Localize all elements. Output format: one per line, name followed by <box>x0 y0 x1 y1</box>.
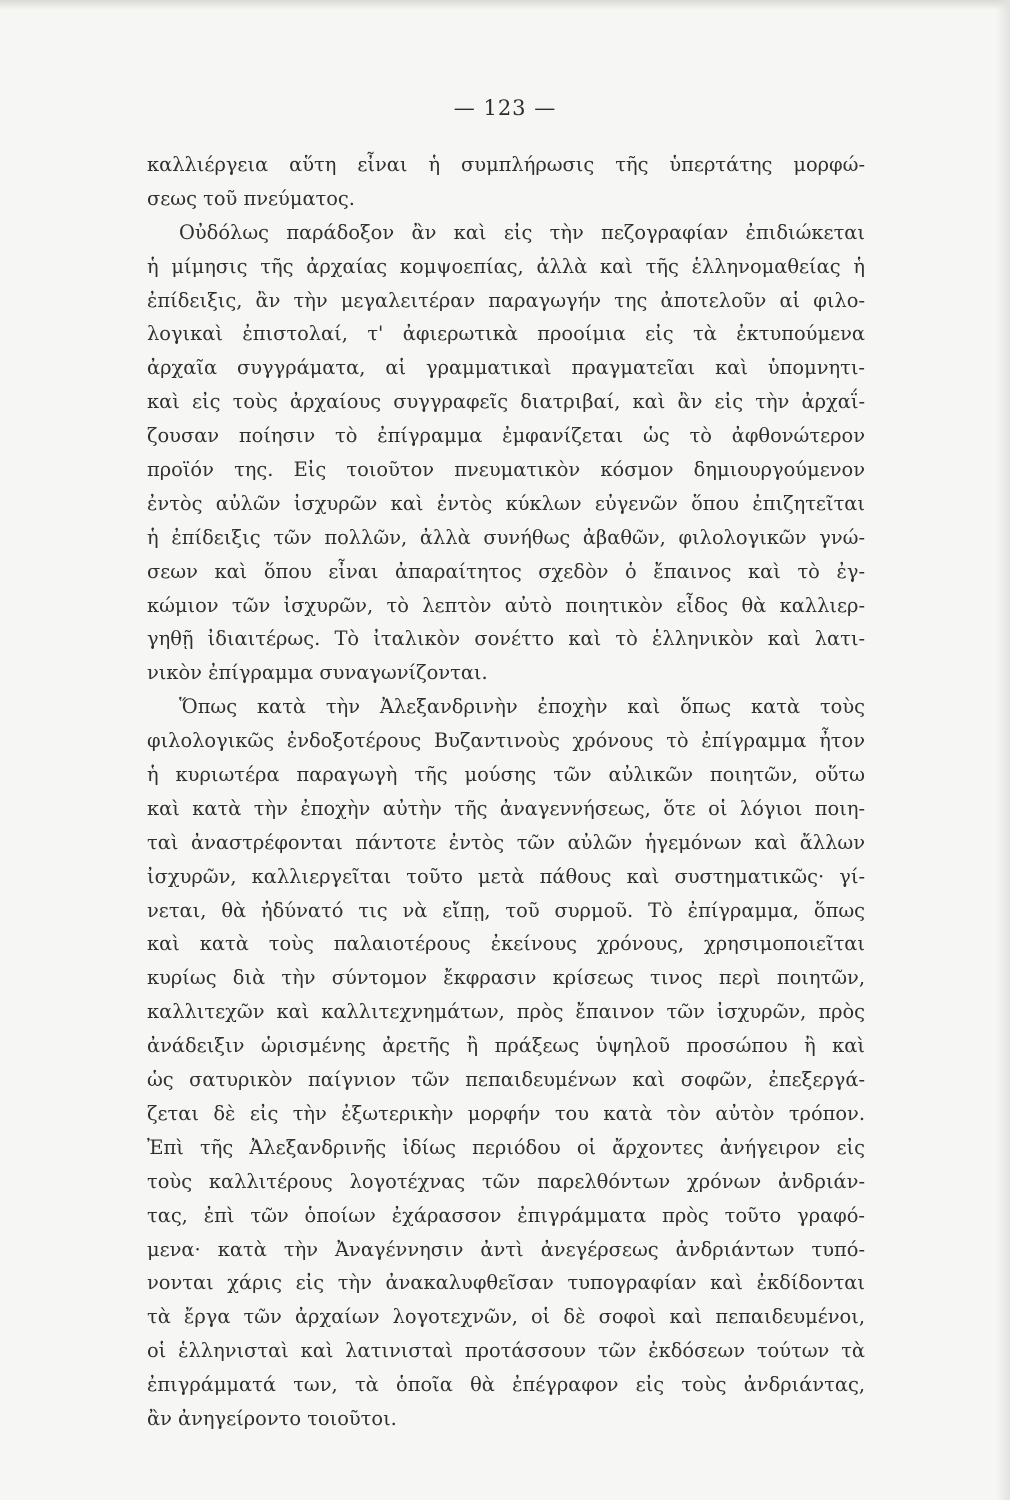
body-text <box>147 148 865 1436</box>
text-line: ἐπιγράμματά των, τὰ ὁποῖα θὰ ἐπέγραφον εἰς τοὺς ἀνδριάντας, <box>147 1373 865 1397</box>
scan-shadow-top <box>0 0 1010 10</box>
text-line: λογικαὶ ἐπιστολαί, τ' ἀφιερωτικὰ προοίμια εἰς τὰ ἐκτυπούμενα <box>147 322 865 346</box>
text-line: ἡ μίμησις τῆς ἀρχαίας κομψοεπίας, ἀλλὰ καὶ τῆς ἑλληνομαθείας ἡ <box>147 254 865 278</box>
text-line: προϊόν της. Εἰς τοιοῦτον πνευματικὸν κόσμον δημιουργούμενον <box>147 458 865 482</box>
text-line: νικὸν ἐπίγραμμα συναγωνίζονται. <box>147 661 488 685</box>
text-line: κυρίως διὰ τὴν σύντομον ἔκφρασιν κρίσεως τινος περὶ ποιητῶν, <box>147 966 865 990</box>
text-line: κώμιον τῶν ἰσχυρῶν, τὸ λεπτὸν αὐτὸ ποιητικὸν εἶδος θὰ καλλιερ- <box>147 593 865 617</box>
text-line: σεων καὶ ὅπου εἶναι ἀπαραίτητος σχεδὸν ὁ ἔπαινος καὶ τὸ ἐγ- <box>147 559 865 583</box>
text-line: ἀρχαῖα συγγράματα, αἱ γραμματικαὶ πραγματεῖαι καὶ ὑπομνητι- <box>147 356 865 380</box>
text-line: τὰ ἔργα τῶν ἀρχαίων λογοτεχνῶν, οἱ δὲ σοφοὶ καὶ πεπαιδευμένοι, <box>147 1305 865 1329</box>
text-line: καὶ κατὰ τὴν ἐποχὴν αὐτὴν τῆς ἀναγεννήσεως, ὅτε οἱ λόγιοι ποιη- <box>147 796 865 820</box>
text-line: σεως τοῦ πνεύματος. <box>147 186 355 210</box>
text-line: ἐντὸς αὐλῶν ἰσχυρῶν καὶ ἐντὸς κύκλων εὐγενῶν ὅπου ἐπιζητεῖται <box>147 491 865 515</box>
text-line: νεται, θὰ ἠδύνατό τις νὰ εἴπῃ, τοῦ συρμοῦ. Τὸ ἐπίγραμμα, ὅπως <box>147 898 865 922</box>
text-line: γηθῇ ἰδιαιτέρως. Τὸ ἰταλικὸν σονέττο καὶ τὸ ἑλληνικὸν καὶ λατι- <box>147 627 865 651</box>
text-line: μενα· κατὰ τὴν Ἀναγέννησιν ἀντὶ ἀνεγέρσεως ἀνδριάντων τυπό- <box>147 1237 865 1261</box>
text-line: ἰσχυρῶν, καλλιεργεῖται τοῦτο μετὰ πάθους καὶ συστηματικῶς· γί- <box>147 864 865 888</box>
text-line: ἐπίδειξις, ἂν τὴν μεγαλειτέραν παραγωγήν της ἀποτελοῦν αἱ φιλο- <box>147 288 865 312</box>
text-line: τας, ἐπὶ τῶν ὁποίων ἐχάρασσον ἐπιγράμματα πρὸς τοῦτο γραφό- <box>147 1203 865 1227</box>
scan-shadow-right <box>996 0 1010 1500</box>
text-line: καὶ εἰς τοὺς ἀρχαίους συγγραφεῖς διατριβαί, καὶ ἂν εἰς τὴν ἀρχαΐ- <box>147 390 865 414</box>
text-line: ὡς σατυρικὸν παίγνιον τῶν πεπαιδευμένων καὶ σοφῶν, ἐπεξεργά- <box>147 1068 865 1092</box>
text-line: ἡ ἐπίδειξις τῶν πολλῶν, ἀλλὰ συνήθως ἀβαθῶν, φιλολογικῶν γνώ- <box>147 525 865 549</box>
text-line: νονται χάρις εἰς τὴν ἀνακαλυφθεῖσαν τυπογραφίαν καὶ ἐκδίδονται <box>147 1271 865 1295</box>
text-line: ζουσαν ποίησιν τὸ ἐπίγραμμα ἐμφανίζεται ὡς τὸ ἀφθονώτερον <box>147 424 865 448</box>
text-line: ἡ κυριωτέρα παραγωγὴ τῆς μούσης τῶν αὐλικῶν ποιητῶν, οὕτω <box>147 763 865 787</box>
paragraph-first-line: Ὅπως κατὰ τὴν Ἀλεξανδρινὴν ἐποχὴν καὶ ὅπως κατὰ τοὺς <box>179 695 865 719</box>
text-line: φιλολογικῶς ἐνδοξοτέρους Βυζαντινοὺς χρόνους τὸ ἐπίγραμμα ἦτον <box>147 729 865 753</box>
text-line: ἀνάδειξιν ὡρισμένης ἀρετῆς ἢ πράξεως ὑψηλοῦ προσώπου ἢ καὶ <box>147 1034 865 1058</box>
page-number: — 123 — <box>453 96 557 120</box>
text-line: ζεται δὲ εἰς τὴν ἐξωτερικὴν μορφήν του κατὰ τὸν αὐτὸν τρόπον. <box>147 1101 865 1125</box>
text-line: ἂν ἀνηγείροντο τοιοῦτοι. <box>147 1406 397 1430</box>
text-line: καλλιτεχῶν καὶ καλλιτεχνημάτων, πρὸς ἔπαινον τῶν ἰσχυρῶν, πρὸς <box>147 1000 865 1024</box>
text-line: ταὶ ἀναστρέφονται πάντοτε ἐντὸς τῶν αὐλῶν ἡγεμόνων καὶ ἄλλων <box>147 830 865 854</box>
text-line: καὶ κατὰ τοὺς παλαιοτέρους ἐκείνους χρόνους, χρησιμοποιεῖται <box>147 932 865 956</box>
text-line: οἱ ἑλληνισταὶ καὶ λατινισταὶ προτάσσουν τῶν ἐκδόσεων τούτων τὰ <box>147 1339 865 1363</box>
text-line: Ἐπὶ τῆς Ἀλεξανδρινῆς ἰδίως περιόδου οἱ ἄρχοντες ἀνήγειρον εἰς <box>147 1135 865 1159</box>
text-line: τοὺς καλλιτέρους λογοτέχνας τῶν παρελθόντων χρόνων ἀνδριάν- <box>147 1169 865 1193</box>
paragraph-first-line: Οὐδόλως παράδοξον ἂν καὶ εἰς τὴν πεζογραφίαν ἐπιδιώκεται <box>179 220 865 244</box>
text-line: καλλιέργεια αὕτη εἶναι ἡ συμπλήρωσις τῆς ὑπερτάτης μορφώ- <box>147 153 865 176</box>
